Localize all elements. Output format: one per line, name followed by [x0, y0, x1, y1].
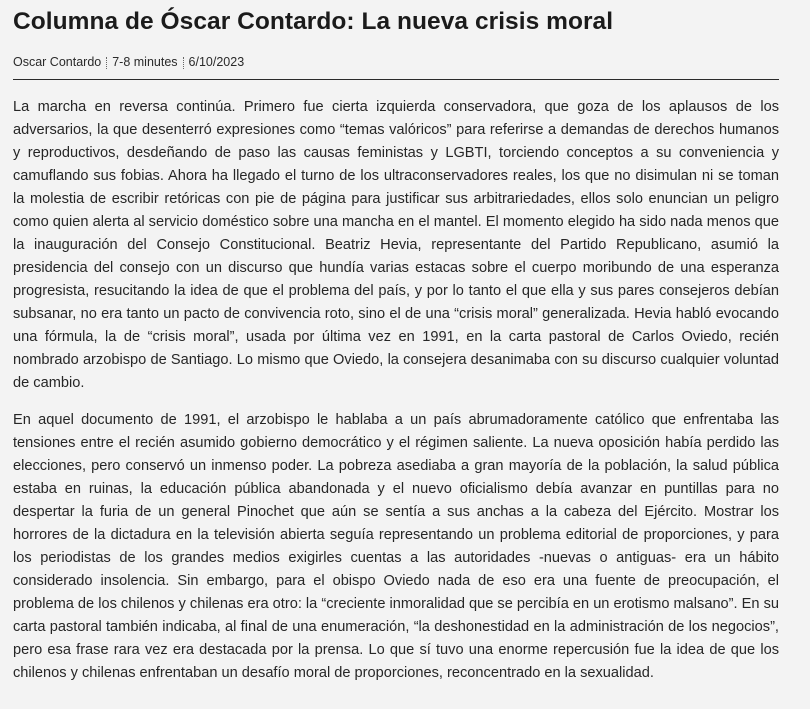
author-name: Oscar Contardo — [13, 55, 102, 69]
article-meta — [13, 54, 779, 70]
article-paragraph: En aquel documento de 1991, el arzobispo le hablaba a un país abrumadoramente católico que enfrentaba las tensiones entre el recién asumido gobierno democrático y el régimen saliente. La nueva oposición había perdido las elecciones, pero conservó un inmenso poder. La pobreza asediaba a gran mayoría de la población, la salud pública estaba en ruinas, la educación pública abandonada y el nuevo oficialismo debía avanzar en puntillas para no despertar la furia de un general Pinochet que aún se sentía a sus anchas a la cabeza del Ejército. Mostrar los horrores de la dictadura en la televisión abierta seguía representando un problema editorial de proporciones, y para los periodistas de los grandes medios exigirles cuentas a las autoridades -nuevas o antiguas- era un hábito considerado insolencia. Sin embargo, para el obispo Oviedo nada de eso era una fuente de preocupación, el problema de los chilenos y chilenas era otro: la “creciente inmoralidad que se percibía en un erotismo malsano”. En su carta pastoral también indicaba, al final de una enumeración, “la deshonestidad en la administración de los negocios”, pero esa frase rara vez era destacada por la prensa. Lo que sí tuvo una enorme repercusión fue la idea de que los chilenos y chilenas enfrentaban un desafío moral de proporciones, reconcentrado en la sexualidad. — [13, 412, 779, 681]
header-divider — [13, 79, 779, 80]
article-paragraph: La marcha en reversa continúa. Primero fue cierta izquierda conservadora, que goza de los aplausos de los adversarios, la que desenterró expresiones como “temas valóricos” para referirse a demandas de derechos humanos y reproductivos, desdeñando de paso las causas feministas y LGBTI, torciendo conceptos a su conveniencia y camuflando sus fobias. Ahora ha llegado el turno de los ultraconservadores reales, los que no disimulan ni se toman la molestia de escribir retóricas con pie de página para justificar sus arbitrariedades, ellos solo enuncian un peligro como quien alerta al servicio doméstico sobre una mancha en el mantel. El momento elegido ha sido nada menos que la inauguración del Consejo Constitucional. Beatriz Hevia, representante del Partido Republicano, asumió la presidencia del consejo con un discurso que hundía varias estacas sobre el cuerpo moribundo de una esperanza progresista, resucitando la idea de que el problema del país, y por lo tanto el que ella y sus pares consejeros debían subsanar, no era tanto un pacto de convivencia roto, sino el de una “crisis moral” generalizada. Hevia habló evocando una fórmula, la de “crisis moral”, usada por última vez en 1991, en la carta pastoral de Carlos Oviedo, recién nombrado arzobispo de Santiago. Lo mismo que Oviedo, la consejera desanimaba con su discurso cualquier voluntad de cambio. — [13, 99, 779, 391]
meta-separator — [183, 57, 184, 69]
read-time: 7-8 minutes — [112, 55, 178, 69]
article-body — [13, 96, 779, 685]
publish-date: 6/10/2023 — [188, 55, 245, 69]
meta-separator — [106, 57, 107, 69]
article-title: Columna de Óscar Contardo: La nueva crisis moral — [13, 8, 614, 35]
